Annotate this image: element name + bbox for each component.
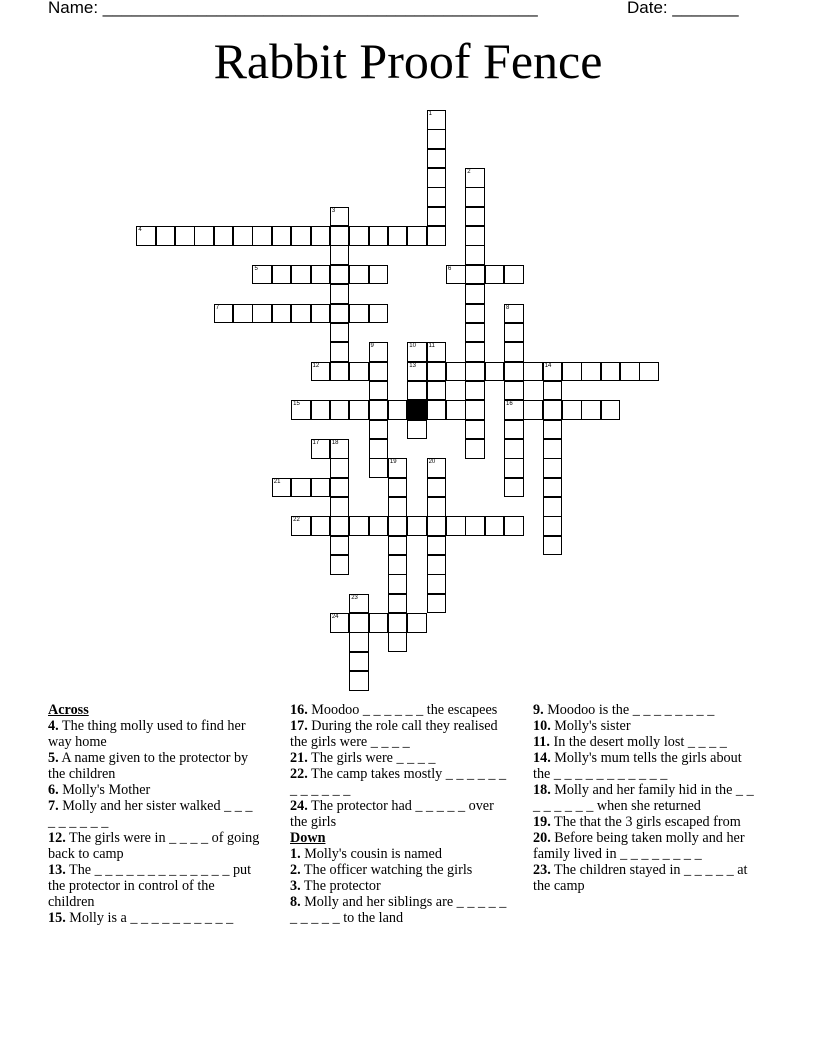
crossword-cell[interactable] [427,478,447,498]
crossword-cell[interactable] [349,304,369,324]
crossword-cell[interactable] [427,536,447,556]
crossword-cell[interactable] [388,574,408,594]
crossword-cell[interactable] [252,226,272,246]
clue-item [290,798,510,830]
section-heading: Across [48,702,89,718]
clues-column-3 [533,702,759,894]
crossword-cell[interactable] [543,362,563,382]
crossword-cell[interactable] [504,478,524,498]
crossword-cell[interactable] [369,420,389,440]
crossword-cell[interactable] [465,187,485,207]
crossword-cell[interactable] [349,594,369,614]
crossword-cell[interactable] [427,168,447,188]
crossword-cell[interactable] [330,478,350,498]
crossword-cell[interactable] [543,381,563,401]
clue-item [48,862,262,910]
clue-item [290,846,510,862]
crossword-cell[interactable] [272,265,292,285]
clue-number-label: 23. [533,862,551,878]
crossword-cell[interactable] [465,400,485,420]
crossword-cell[interactable] [349,632,369,652]
clue-number: 4 [138,227,142,234]
crossword-cell[interactable] [427,594,447,614]
crossword-cell[interactable] [465,265,485,285]
name-field[interactable]: Name: ______________________________________________ [48,0,538,17]
crossword-cell[interactable] [388,497,408,517]
crossword-cell[interactable] [388,400,408,420]
clue-item [290,718,510,750]
crossword-cell[interactable] [562,400,582,420]
crossword-cell[interactable] [369,400,389,420]
crossword-cell[interactable] [311,516,331,536]
clue-number: 1 [428,111,432,117]
crossword-cell[interactable] [136,226,156,246]
clue-item [48,718,262,750]
crossword-cell[interactable] [523,362,543,382]
crossword-cell[interactable] [369,226,389,246]
crossword-cell[interactable] [349,226,369,246]
crossword-cell[interactable] [465,284,485,304]
clue-item [290,878,510,894]
clue-number: 18 [331,439,339,446]
crossword-cell[interactable] [620,362,640,382]
crossword-cell[interactable] [311,478,331,498]
clue-item [533,718,759,734]
crossword-cell[interactable] [465,304,485,324]
clue-number: 9 [370,343,374,350]
clue-item [533,782,759,814]
crossword-cell[interactable] [311,362,331,382]
crossword-cell[interactable] [504,439,524,459]
clue-item [48,750,262,782]
crossword-cell[interactable] [369,381,389,401]
crossword-block [407,400,427,420]
clue-text: Moodoo is the _ _ _ _ _ _ _ _ [543,702,715,718]
crossword-cell[interactable] [427,226,447,246]
clue-item [290,766,510,798]
clue-number: 10 [409,343,416,350]
clue-number-label: 3. [290,878,301,894]
crossword-cell[interactable] [252,304,272,324]
clue-number: 5 [254,265,258,272]
crossword-cell[interactable] [349,265,369,285]
clue-number: 15 [293,401,300,408]
crossword-cell[interactable] [349,362,369,382]
crossword-cell[interactable] [504,381,524,401]
clue-number: 14 [544,362,552,369]
clue-number: 22 [293,517,300,524]
crossword-cell[interactable] [427,516,447,536]
crossword-cell[interactable] [349,516,369,536]
crossword-cell[interactable] [427,149,447,169]
crossword-cell[interactable] [543,497,563,517]
page-title: Rabbit Proof Fence [213,33,603,89]
crossword-cell[interactable] [427,110,447,130]
crossword-cell[interactable] [330,245,350,265]
crossword-cell[interactable] [194,226,214,246]
clue-item [290,862,510,878]
crossword-cell[interactable] [504,323,524,343]
clue-text: The children stayed in _ _ _ _ _ at the camp [533,862,748,894]
clue-text: Molly's Mother [58,782,151,798]
clue-number-label: 7. [48,798,59,814]
clue-number-label: 17. [290,718,308,734]
clue-item [48,798,262,830]
crossword-cell[interactable] [427,458,447,478]
crossword-cell[interactable] [446,265,466,285]
clue-text: Molly and her family hid in the _ _ _ _ _ _ _ _ when she returned [533,782,754,814]
crossword-cell[interactable] [427,207,447,227]
crossword-cell[interactable] [465,207,485,227]
crossword-cell[interactable] [330,323,350,343]
clues-column-1 [48,702,262,926]
clue-text: The girls were _ _ _ _ [307,750,436,766]
crossword-cell[interactable] [330,613,350,633]
clue-text: The protector [300,878,381,894]
crossword-cell[interactable] [504,420,524,440]
crossword-cell[interactable] [330,516,350,536]
clue-item [533,830,759,862]
crossword-cell[interactable] [388,536,408,556]
crossword-cell[interactable] [291,304,311,324]
crossword-cell[interactable] [465,439,485,459]
crossword-cell[interactable] [465,168,485,188]
clue-number: 6 [447,265,452,272]
section-heading: Down [290,830,326,846]
clue-item [533,750,759,782]
clue-text: The officer watching the girls [300,862,473,878]
crossword-cell[interactable] [272,478,292,498]
crossword-cell[interactable] [407,362,427,382]
crossword-cell[interactable] [291,265,311,285]
crossword-cell[interactable] [214,226,234,246]
clue-text: Moodoo _ _ _ _ _ _ the escapees [307,702,498,718]
clue-number: 11 [428,343,435,350]
crossword-cell[interactable] [349,652,369,672]
clue-item [48,830,262,862]
crossword-cell[interactable] [330,265,350,285]
crossword-cell[interactable] [504,458,524,478]
clue-text: Molly's cousin is named [300,846,442,862]
clue-text: During the role call they realised the girls were _ _ _ _ [290,718,498,750]
clue-number: 20 [428,459,436,466]
crossword-cell[interactable] [349,400,369,420]
crossword-cell[interactable] [407,516,427,536]
crossword-cell[interactable] [349,613,369,633]
clue-number-label: 22. [290,766,308,782]
crossword-cell[interactable] [465,381,485,401]
clue-number-label: 4. [48,718,59,734]
crossword-cell[interactable] [252,265,272,285]
clue-item [290,894,510,926]
clue-text: The thing molly used to find her way home [48,718,246,750]
crossword-cell[interactable] [427,497,447,517]
clue-text: The girls were in _ _ _ _ of going back to camp [48,830,260,862]
clue-number-label: 11. [533,734,550,750]
crossword-cell[interactable] [156,226,176,246]
crossword-cell[interactable] [427,129,447,149]
crossword-cell[interactable] [465,516,485,536]
clue-number-label: 15. [48,910,66,926]
crossword-cell[interactable] [446,400,466,420]
crossword-cell[interactable] [427,381,447,401]
crossword-cell[interactable] [291,226,311,246]
clue-number-label: 12. [48,830,66,846]
clues-column-2 [290,702,510,926]
clue-number: 7 [215,304,220,311]
date-field[interactable]: Date: _______ [627,0,739,17]
crossword-cell[interactable] [369,439,389,459]
clue-number-label: 20. [533,830,551,846]
crossword-cell[interactable] [330,362,350,382]
clue-number-label: 19. [533,814,551,830]
crossword-cell[interactable] [388,555,408,575]
crossword-cell[interactable] [330,284,350,304]
clue-number-label: 16. [290,702,308,718]
clue-text: The _ _ _ _ _ _ _ _ _ _ _ _ _ put the protector in control of the children [48,862,252,910]
clue-text: Molly's sister [550,718,631,734]
clue-text: In the desert molly lost _ _ _ _ [549,734,727,750]
crossword-cell[interactable] [427,555,447,575]
crossword-cell[interactable] [504,304,524,324]
crossword-cell[interactable] [427,362,447,382]
crossword-cell[interactable] [369,304,389,324]
clue-text: A name given to the protector by the children [48,750,249,782]
crossword-cell[interactable] [543,420,563,440]
clue-number: 23 [351,594,358,601]
clue-number-label: 18. [533,782,551,798]
clue-number-label: 9. [533,702,544,718]
crossword-cell[interactable] [369,362,389,382]
crossword-cell[interactable] [311,400,331,420]
crossword-cell[interactable] [543,478,563,498]
crossword-cell[interactable] [291,516,311,536]
crossword-cell[interactable] [388,516,408,536]
crossword-cell[interactable] [214,304,234,324]
clue-text: The that the 3 girls escaped from [550,814,741,830]
clue-item [533,814,759,830]
clue-number-label: 10. [533,718,551,734]
clue-text: Molly is a _ _ _ _ _ _ _ _ _ _ [65,910,234,926]
clue-number: 2 [467,169,471,176]
clue-number-label: 13. [48,862,66,878]
crossword-cell[interactable] [330,458,350,478]
crossword-cell[interactable] [388,226,408,246]
clue-number: 8 [506,304,510,311]
clue-item [533,702,759,718]
crossword-cell[interactable] [330,400,350,420]
crossword-cell[interactable] [330,304,350,324]
crossword-cell[interactable] [485,516,505,536]
crossword-cell[interactable] [330,226,350,246]
crossword-cell[interactable] [291,400,311,420]
crossword-cell[interactable] [349,671,369,691]
crossword-cell[interactable] [388,478,408,498]
clue-item [48,910,262,926]
crossword-cell[interactable] [311,439,331,459]
crossword-cell[interactable] [446,362,466,382]
clue-number: 13 [409,362,416,369]
crossword-cell[interactable] [543,439,563,459]
clue-number: 12 [312,362,320,369]
crossword-cell[interactable] [369,516,389,536]
crossword-cell[interactable] [427,400,447,420]
crossword-cell[interactable] [330,342,350,362]
clue-text: The protector had _ _ _ _ _ over the girls [290,798,494,830]
crossword-cell[interactable] [581,400,601,420]
crossword-cell[interactable] [465,245,485,265]
crossword-cell[interactable] [272,226,292,246]
crossword-cell[interactable] [388,632,408,652]
crossword-cell[interactable] [369,458,389,478]
crossword-cell[interactable] [465,342,485,362]
clue-number: 19 [389,459,397,466]
crossword-cell[interactable] [272,304,292,324]
crossword-cell[interactable] [407,420,427,440]
clue-number-label: 2. [290,862,301,878]
crossword-cell[interactable] [388,613,408,633]
clue-text: Molly and her siblings are _ _ _ _ _ _ _ _ _ _ to the land [290,894,507,926]
crossword-cell[interactable] [543,536,563,556]
clue-text: The camp takes mostly _ _ _ _ _ _ _ _ _ _ _ _ [290,766,507,798]
crossword-cell[interactable] [369,613,389,633]
clue-number-label: 1. [290,846,301,862]
crossword-cell[interactable] [543,400,563,420]
clue-number-label: 21. [290,750,308,766]
crossword-cell[interactable] [465,226,485,246]
clue-number: 21 [273,478,281,485]
crossword-cell[interactable] [233,304,253,324]
clue-number: 16 [506,401,513,408]
clue-number-label: 6. [48,782,59,798]
clue-number-label: 8. [290,894,301,910]
crossword-cell[interactable] [311,304,331,324]
crossword-cell[interactable] [407,226,427,246]
crossword-cell[interactable] [427,574,447,594]
crossword-cell[interactable] [504,265,524,285]
clue-number: 24 [331,614,339,621]
crossword-cell[interactable] [465,323,485,343]
crossword-cell[interactable] [330,497,350,517]
crossword-cell[interactable] [465,362,485,382]
clue-item [290,702,510,718]
crossword-cell[interactable] [504,362,524,382]
clue-number-label: 14. [533,750,551,766]
crossword-cell[interactable] [407,613,427,633]
crossword-cell[interactable] [427,342,447,362]
crossword-cell[interactable] [427,187,447,207]
crossword-cell[interactable] [504,342,524,362]
clue-number: 3 [331,207,336,214]
crossword-cell[interactable] [311,265,331,285]
crossword-cell[interactable] [388,458,408,478]
crossword-cell[interactable] [523,400,543,420]
crossword-cell[interactable] [446,516,466,536]
crossword-cell[interactable] [407,342,427,362]
crossword-cell[interactable] [407,381,427,401]
crossword-cell[interactable] [330,207,350,227]
crossword-cell[interactable] [543,458,563,478]
crossword-cell[interactable] [330,536,350,556]
crossword-cell[interactable] [639,362,659,382]
clue-text: Molly and her sister walked _ _ _ _ _ _ _ _ _ [48,798,253,830]
crossword-cell[interactable] [465,420,485,440]
crossword-cell[interactable] [543,516,563,536]
clue-number: 17 [312,439,320,446]
crossword-cell[interactable] [311,226,331,246]
crossword-cell[interactable] [504,516,524,536]
clue-item [290,750,510,766]
crossword-cell[interactable] [485,265,505,285]
clue-number-label: 5. [48,750,59,766]
clue-item [533,862,759,894]
crossword-cell[interactable] [175,226,195,246]
clue-item [48,782,262,798]
crossword-cell[interactable] [291,478,311,498]
crossword-cell[interactable] [562,362,582,382]
clue-text: Molly's mum tells the girls about the _ _ _ _ _ _ _ _ _ _ _ [533,750,742,782]
crossword-cell[interactable] [233,226,253,246]
crossword-cell[interactable] [485,362,505,382]
crossword-cell[interactable] [369,342,389,362]
crossword-cell[interactable] [330,555,350,575]
crossword-cell[interactable] [601,362,621,382]
crossword-cell[interactable] [581,362,601,382]
clue-item [533,734,759,750]
crossword-cell[interactable] [369,265,389,285]
crossword-cell[interactable] [601,400,621,420]
crossword-cell[interactable] [504,400,524,420]
clue-number-label: 24. [290,798,308,814]
clue-text: Before being taken molly and her family lived in _ _ _ _ _ _ _ _ [533,830,745,862]
crossword-cell[interactable] [388,594,408,614]
crossword-cell[interactable] [330,439,350,459]
